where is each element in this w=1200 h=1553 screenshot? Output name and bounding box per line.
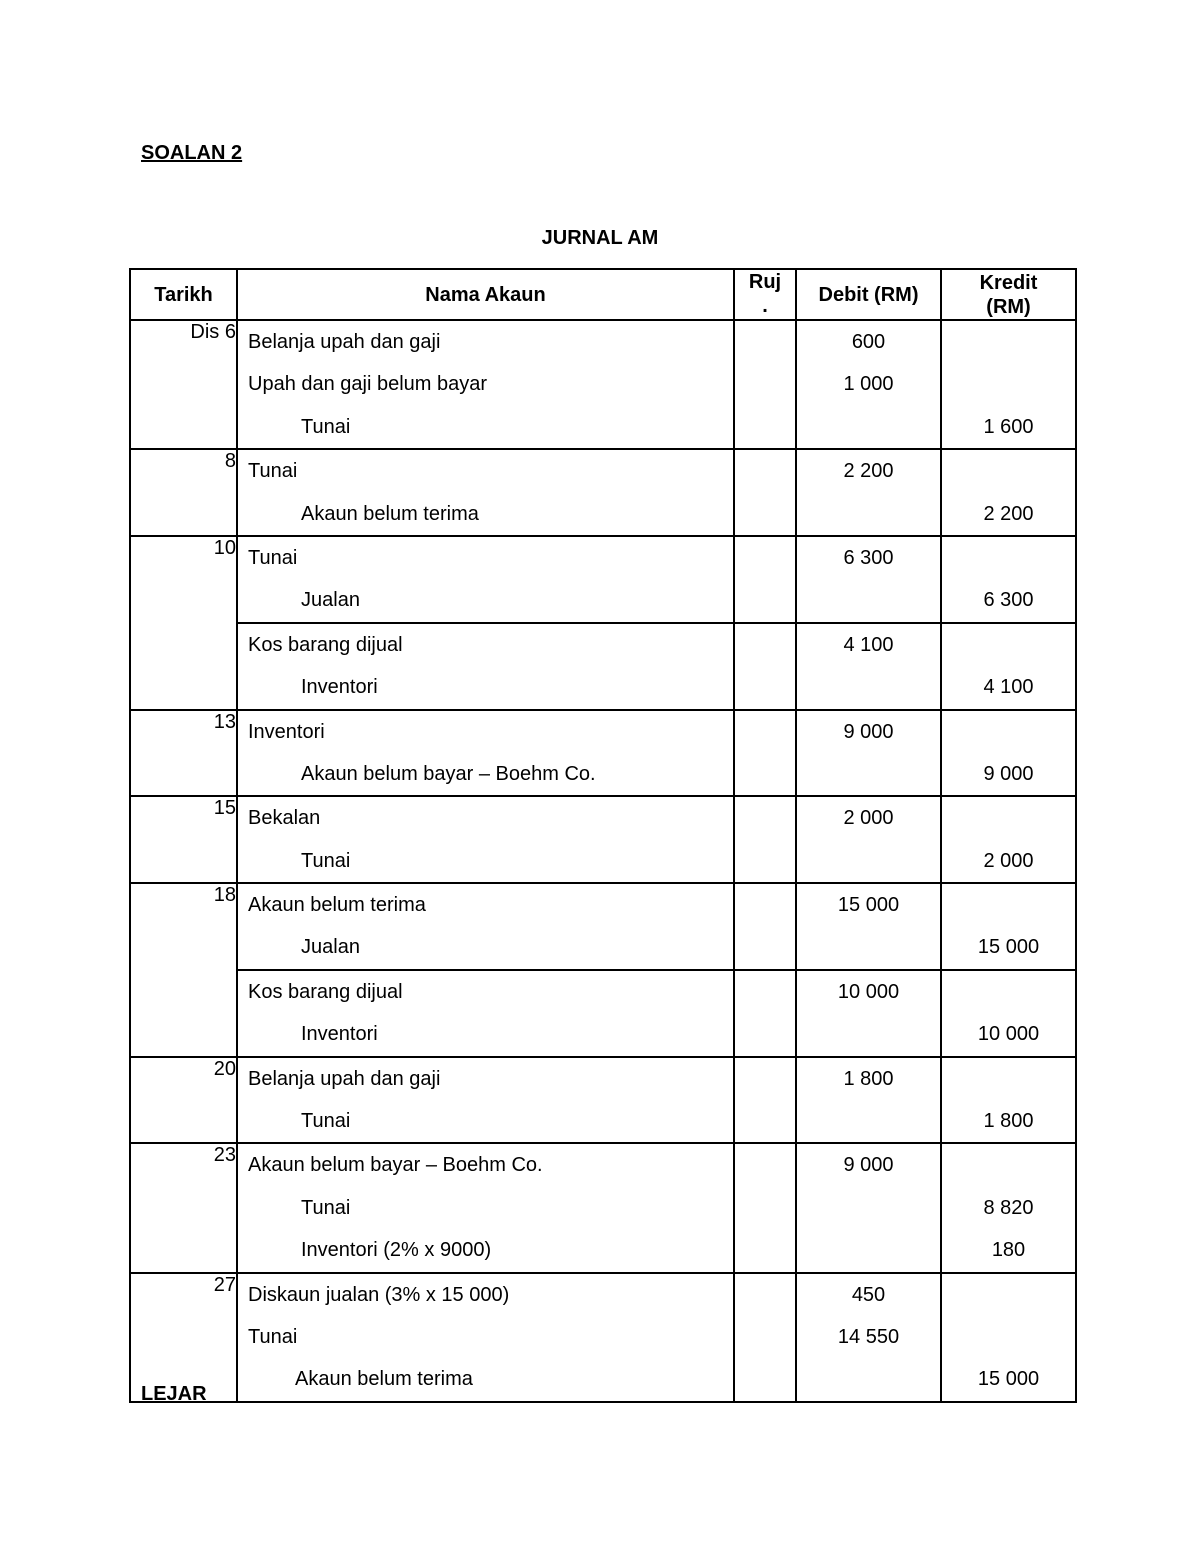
credit-amount: 6 300 — [983, 589, 1034, 612]
account-name: Belanja upah dan gaji — [248, 1067, 441, 1090]
credit-amount: 2 200 — [983, 502, 1034, 525]
credit-amount: 10 000 — [977, 1023, 1040, 1046]
debit-cell — [796, 623, 941, 710]
journal-entry-row — [130, 1273, 1076, 1402]
credit-amount — [942, 1274, 1075, 1316]
account-name-cell — [237, 710, 734, 797]
credit-amount: 9 000 — [983, 762, 1034, 785]
journal-entry-row — [130, 883, 1076, 970]
reference-blank — [735, 1358, 795, 1400]
journal-entry-row — [130, 449, 1076, 536]
reference-blank — [735, 406, 795, 448]
journal-entry-row — [130, 320, 1076, 449]
reference-blank — [735, 363, 795, 405]
debit-amount: 1 000 — [843, 373, 894, 396]
credit-cell — [941, 796, 1076, 883]
credit-amount: 8 820 — [983, 1196, 1034, 1219]
reference-blank — [735, 1013, 795, 1055]
credit-amount — [942, 1316, 1075, 1358]
debit-amount: 600 — [851, 331, 886, 353]
entry-date: 13 — [130, 710, 237, 797]
entry-date: 27 — [130, 1273, 237, 1402]
account-name: Inventori — [248, 720, 325, 743]
debit-amount — [797, 406, 940, 448]
debit-amount — [797, 493, 940, 535]
reference-blank — [735, 624, 795, 666]
credit-cell — [941, 710, 1076, 797]
debit-cell — [796, 320, 941, 449]
debit-amount: 1 800 — [843, 1067, 894, 1090]
credit-amount — [942, 624, 1075, 666]
debit-amount — [797, 1229, 940, 1271]
reference-blank — [735, 1316, 795, 1358]
credit-amount: 1 800 — [983, 1110, 1034, 1133]
account-name: Tunai — [301, 849, 351, 872]
debit-amount — [797, 579, 940, 621]
credit-cell — [941, 320, 1076, 449]
debit-amount: 9 000 — [843, 1154, 894, 1177]
ledger-title: LEJAR — [141, 1383, 207, 1405]
debit-amount: 2 200 — [843, 460, 894, 483]
reference-cell — [734, 970, 796, 1057]
account-name-cell — [237, 970, 734, 1057]
debit-amount: 9 000 — [843, 720, 894, 743]
debit-amount — [797, 926, 940, 968]
journal-entry-row — [130, 623, 1076, 710]
debit-amount: 10 000 — [837, 980, 900, 1003]
debit-amount: 15 000 — [837, 894, 900, 917]
account-name: Upah dan gaji belum bayar — [248, 373, 488, 396]
reference-blank — [735, 450, 795, 492]
debit-cell — [796, 970, 941, 1057]
account-name: Tunai — [301, 415, 351, 438]
debit-cell — [796, 1143, 941, 1272]
header-credit: Kredit (RM) — [941, 269, 1076, 320]
entry-date: Dis 6 — [130, 320, 237, 449]
credit-amount: 15 000 — [977, 936, 1040, 959]
credit-amount: 1 600 — [983, 415, 1034, 438]
reference-blank — [735, 493, 795, 535]
reference-blank — [735, 1187, 795, 1229]
credit-cell — [941, 536, 1076, 623]
debit-cell — [796, 449, 941, 536]
debit-amount — [797, 753, 940, 795]
journal-entry-row — [130, 1143, 1076, 1272]
debit-amount: 6 300 — [843, 546, 894, 569]
reference-blank — [735, 711, 795, 753]
reference-blank — [735, 537, 795, 579]
reference-blank — [735, 884, 795, 926]
credit-amount — [942, 884, 1075, 926]
account-name: Tunai — [301, 1196, 351, 1219]
debit-cell — [796, 536, 941, 623]
credit-cell — [941, 1057, 1076, 1144]
debit-cell — [796, 1057, 941, 1144]
credit-cell — [941, 970, 1076, 1057]
reference-blank — [735, 840, 795, 882]
credit-cell — [941, 1273, 1076, 1402]
account-name: Tunai — [248, 1325, 298, 1348]
account-name: Jualan — [301, 936, 360, 959]
account-name: Bekalan — [248, 807, 321, 830]
account-name-cell — [237, 1057, 734, 1144]
account-name: Akaun belum terima — [295, 1368, 473, 1391]
reference-blank — [735, 753, 795, 795]
journal-entry-row — [130, 796, 1076, 883]
credit-amount: 4 100 — [983, 676, 1034, 699]
account-name: Kos barang dijual — [248, 980, 403, 1003]
debit-amount — [797, 840, 940, 882]
reference-blank — [735, 1274, 795, 1316]
account-name: Jualan — [301, 589, 360, 612]
debit-cell — [796, 883, 941, 970]
account-name: Inventori — [301, 676, 378, 699]
entry-date: 23 — [130, 1143, 237, 1272]
debit-amount: 4 100 — [843, 633, 894, 656]
reference-blank — [735, 1100, 795, 1142]
header-reference: Ruj . — [734, 269, 796, 320]
debit-amount — [797, 666, 940, 708]
entry-date: 18 — [130, 883, 237, 1057]
reference-cell — [734, 1143, 796, 1272]
header-date: Tarikh — [130, 269, 237, 320]
account-name-cell — [237, 796, 734, 883]
reference-cell — [734, 449, 796, 536]
account-name: Tunai — [248, 546, 298, 569]
account-name: Inventori (2% x 9000) — [301, 1239, 492, 1262]
account-name-cell — [237, 536, 734, 623]
reference-cell — [734, 1273, 796, 1402]
entry-date: 10 — [130, 536, 237, 710]
general-journal-table — [129, 268, 1077, 1403]
journal-entry-row — [130, 1057, 1076, 1144]
debit-amount: 14 550 — [837, 1325, 900, 1348]
entry-date: 15 — [130, 796, 237, 883]
credit-amount — [942, 537, 1075, 579]
account-name: Tunai — [301, 1110, 351, 1133]
credit-amount — [942, 797, 1075, 839]
entry-date: 20 — [130, 1057, 237, 1144]
reference-blank — [735, 666, 795, 708]
credit-amount — [942, 363, 1075, 405]
account-name-cell — [237, 1273, 734, 1402]
debit-cell — [796, 796, 941, 883]
credit-amount — [942, 450, 1075, 492]
credit-cell — [941, 449, 1076, 536]
account-name: Inventori — [301, 1023, 378, 1046]
account-name: Belanja upah dan gaji — [248, 331, 441, 353]
debit-amount: 2 000 — [843, 807, 894, 830]
reference-blank — [735, 579, 795, 621]
reference-blank — [735, 1229, 795, 1271]
journal-title: JURNAL AM — [541, 227, 659, 249]
reference-cell — [734, 623, 796, 710]
account-name-cell — [237, 320, 734, 449]
account-name: Diskaun jualan (3% x 15 000) — [248, 1283, 510, 1306]
reference-blank — [735, 1144, 795, 1186]
reference-blank — [735, 926, 795, 968]
credit-amount — [942, 711, 1075, 753]
reference-blank — [735, 971, 795, 1013]
credit-cell — [941, 1143, 1076, 1272]
debit-cell — [796, 710, 941, 797]
account-name: Akaun belum bayar – Boehm Co. — [248, 1154, 543, 1177]
credit-amount — [942, 1058, 1075, 1100]
credit-amount: 15 000 — [977, 1368, 1040, 1391]
debit-amount: 450 — [851, 1283, 886, 1306]
header-debit: Debit (RM) — [796, 269, 941, 320]
credit-cell — [941, 623, 1076, 710]
journal-entry-row — [130, 536, 1076, 623]
reference-cell — [734, 1057, 796, 1144]
account-name: Kos barang dijual — [248, 633, 403, 656]
account-name: Akaun belum terima — [248, 894, 426, 917]
credit-amount: 2 000 — [983, 849, 1034, 872]
journal-entry-row — [130, 970, 1076, 1057]
credit-amount — [942, 321, 1075, 363]
account-name-cell — [237, 883, 734, 970]
question-title: SOALAN 2 — [141, 142, 243, 164]
credit-cell — [941, 883, 1076, 970]
reference-blank — [735, 321, 795, 363]
account-name: Tunai — [248, 460, 298, 483]
reference-cell — [734, 710, 796, 797]
reference-cell — [734, 883, 796, 970]
debit-amount — [797, 1100, 940, 1142]
account-name-cell — [237, 1143, 734, 1272]
journal-body — [130, 320, 1076, 1402]
reference-cell — [734, 536, 796, 623]
reference-blank — [735, 1058, 795, 1100]
credit-amount — [942, 971, 1075, 1013]
reference-blank — [735, 797, 795, 839]
debit-amount — [797, 1013, 940, 1055]
account-name-cell — [237, 623, 734, 710]
credit-amount — [942, 1144, 1075, 1186]
account-name-cell — [237, 449, 734, 536]
debit-cell — [796, 1273, 941, 1402]
account-name: Akaun belum bayar – Boehm Co. — [301, 762, 596, 785]
credit-amount: 180 — [991, 1239, 1026, 1262]
debit-amount — [797, 1358, 940, 1400]
account-name: Akaun belum terima — [301, 502, 479, 525]
entry-date: 8 — [130, 449, 237, 536]
header-account-name: Nama Akaun — [237, 269, 734, 320]
reference-cell — [734, 796, 796, 883]
reference-cell — [734, 320, 796, 449]
journal-entry-row — [130, 710, 1076, 797]
journal-header-row — [130, 269, 1076, 320]
debit-amount — [797, 1187, 940, 1229]
